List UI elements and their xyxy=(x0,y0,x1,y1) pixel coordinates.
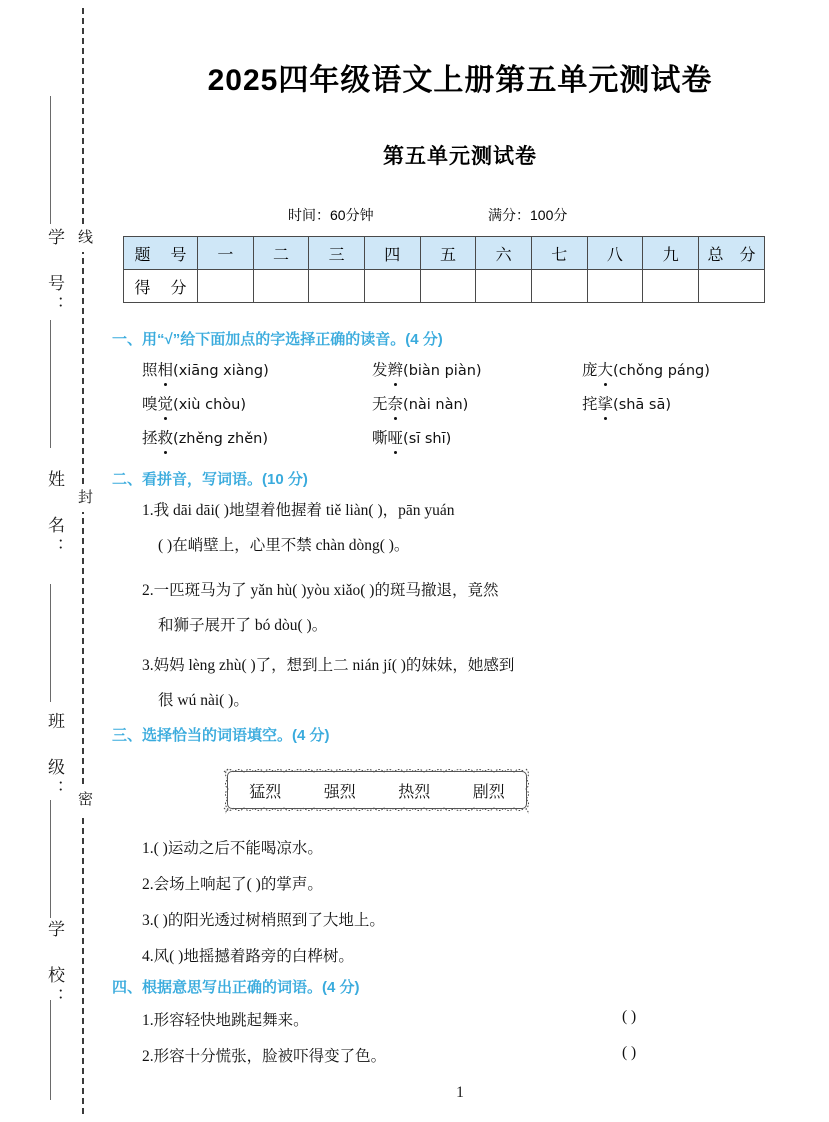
s1-dotted-char-8: 哑 xyxy=(388,426,404,448)
s1-word-8: 嘶 xyxy=(372,430,388,447)
score-cell-6[interactable] xyxy=(476,270,532,303)
seal-dashed-line xyxy=(82,8,84,1114)
score-table-header-row xyxy=(124,237,765,270)
score-col-1: 一 xyxy=(198,237,254,270)
s1-dotted-char-5: 奈 xyxy=(388,392,404,414)
score-cell-2[interactable] xyxy=(253,270,309,303)
seal-char-feng: 封 xyxy=(74,486,95,512)
score-cell-1[interactable] xyxy=(198,270,254,303)
exam-duration: 时间：60分钟 xyxy=(288,207,374,223)
s1-pinyin-4: (xiù chòu) xyxy=(173,397,246,413)
score-cell-9[interactable] xyxy=(643,270,699,303)
exam-total-points: 满分：100分 xyxy=(488,207,568,223)
word-bank-option-2[interactable]: 强烈 xyxy=(323,783,356,801)
section-2-line-4[interactable]: 和狮子展开了 bó dòu( )。 xyxy=(158,617,328,634)
word-bank-option-1[interactable]: 猛烈 xyxy=(249,783,282,801)
section-2-line-2[interactable]: ( )在峭壁上，心里不禁 chàn dòng( )。 xyxy=(158,537,410,554)
section-1-item-3[interactable] xyxy=(582,358,710,380)
section-1-item-6[interactable] xyxy=(582,392,671,414)
student-id-label: 学 号： xyxy=(45,228,64,318)
seal-rule-1 xyxy=(50,96,51,224)
score-col-total: 总 分 xyxy=(699,237,765,270)
word-bank-option-3[interactable]: 热烈 xyxy=(398,783,431,801)
score-col-6: 六 xyxy=(476,237,532,270)
score-table-score-label: 得 分 xyxy=(124,270,198,303)
s1-dotted-char-3: 大 xyxy=(598,358,614,380)
seal-rule-3 xyxy=(50,584,51,702)
s1-pinyin-8: (sī shī) xyxy=(403,431,452,447)
s1-dotted-char-6: 挲 xyxy=(598,392,614,414)
score-cell-5[interactable] xyxy=(420,270,476,303)
section-3-line-3[interactable]: 3.( )的阳光透过树梢照到了大地上。 xyxy=(142,912,385,929)
seal-char-mi: 密 xyxy=(74,788,95,814)
section-2-line-6[interactable]: 很 wú nài( )。 xyxy=(158,692,249,709)
student-school-label: 学 校： xyxy=(45,920,64,1010)
section-1-item-7[interactable] xyxy=(142,426,268,448)
section-1-item-1[interactable] xyxy=(142,358,269,380)
s1-dotted-char-7: 救 xyxy=(158,426,174,448)
section-1-item-5[interactable] xyxy=(372,392,468,414)
score-table xyxy=(123,236,765,303)
section-4-answer-1[interactable]: ( ) xyxy=(622,1008,637,1025)
content-area xyxy=(110,0,829,1122)
s1-word-3: 庞 xyxy=(582,362,598,379)
s1-word-7: 拯 xyxy=(142,430,158,447)
section-1-item-8[interactable] xyxy=(372,426,451,448)
word-bank-option-4[interactable]: 剧烈 xyxy=(472,783,505,801)
s1-pinyin-1: (xiāng xiàng) xyxy=(173,363,269,379)
score-col-4: 四 xyxy=(364,237,420,270)
s1-pinyin-6: (shā sā) xyxy=(613,397,672,413)
s1-pinyin-5: (nài nàn) xyxy=(403,397,469,413)
s1-dotted-char-2: 辫 xyxy=(388,358,404,380)
s1-word-2: 发 xyxy=(372,362,388,379)
section-1-item-4[interactable] xyxy=(142,392,246,414)
section-4-line-2[interactable]: 2.形容十分慌张，脸被吓得变了色。 xyxy=(142,1048,387,1065)
seal-margin xyxy=(0,0,110,1122)
score-col-9: 九 xyxy=(643,237,699,270)
s1-word-4: 嗅 xyxy=(142,396,158,413)
section-4-answer-2[interactable]: ( ) xyxy=(622,1044,637,1061)
word-bank-box xyxy=(222,766,532,814)
s1-dotted-char-4: 觉 xyxy=(158,392,174,414)
section-4-heading: 四、根据意思写出正确的词语。(4 分) xyxy=(112,979,360,996)
section-1-item-2[interactable] xyxy=(372,358,482,380)
student-name-label: 姓 名： xyxy=(45,470,64,560)
s1-word-1: 照 xyxy=(142,362,158,379)
word-bank-inner xyxy=(227,771,527,809)
seal-char-xian: 线 xyxy=(74,226,95,252)
seal-rule-2 xyxy=(50,320,51,448)
student-class-label: 班 级： xyxy=(45,712,64,802)
seal-rule-4 xyxy=(50,800,51,918)
score-col-7: 七 xyxy=(531,237,587,270)
seal-rule-5 xyxy=(50,1000,51,1100)
s1-pinyin-2: (biàn piàn) xyxy=(403,363,482,379)
s1-word-5: 无 xyxy=(372,396,388,413)
section-2-line-3[interactable]: 2.一匹斑马为了 yǎn hù( )yòu xiǎo( )的斑马撤退，竟然 xyxy=(142,582,499,599)
section-2-line-1[interactable]: 1.我 dāi dāi( )地望着他握着 tiě liàn( )，pān yuán xyxy=(142,502,455,519)
score-table-question-label: 题 号 xyxy=(124,237,198,270)
page-title: 2025四年级语文上册第五单元测试卷 xyxy=(207,64,713,97)
section-3-line-4[interactable]: 4.风( )地摇撼着路旁的白桦树。 xyxy=(142,948,354,965)
score-col-3: 三 xyxy=(309,237,365,270)
section-4-line-1[interactable]: 1.形容轻快地跳起舞来。 xyxy=(142,1012,309,1029)
s1-pinyin-3: (chǒng páng) xyxy=(613,363,710,379)
score-cell-4[interactable] xyxy=(364,270,420,303)
page-subtitle: 第五单元测试卷 xyxy=(383,145,537,168)
score-col-8: 八 xyxy=(587,237,643,270)
score-table-value-row xyxy=(124,270,765,303)
score-cell-total[interactable] xyxy=(699,270,765,303)
section-2-heading: 二、看拼音，写词语。(10 分) xyxy=(112,471,308,488)
s1-word-6: 挓 xyxy=(582,396,598,413)
section-3-line-1[interactable]: 1.( )运动之后不能喝凉水。 xyxy=(142,840,323,857)
score-cell-3[interactable] xyxy=(309,270,365,303)
score-cell-7[interactable] xyxy=(531,270,587,303)
s1-pinyin-7: (zhěng zhěn) xyxy=(173,431,268,447)
section-3-heading: 三、选择恰当的词语填空。(4 分) xyxy=(112,727,330,744)
score-cell-8[interactable] xyxy=(587,270,643,303)
score-col-2: 二 xyxy=(253,237,309,270)
section-2-line-5[interactable]: 3.妈妈 lèng zhù( )了，想到上二 nián jí( )的妹妹，她感到 xyxy=(142,657,515,674)
s1-dotted-char-1: 相 xyxy=(158,358,174,380)
page-number: 1 xyxy=(456,1084,464,1101)
section-1-heading: 一、用“√”给下面加点的字选择正确的读音。(4 分) xyxy=(112,331,443,348)
score-col-5: 五 xyxy=(420,237,476,270)
section-3-line-2[interactable]: 2.会场上响起了( )的掌声。 xyxy=(142,876,323,893)
